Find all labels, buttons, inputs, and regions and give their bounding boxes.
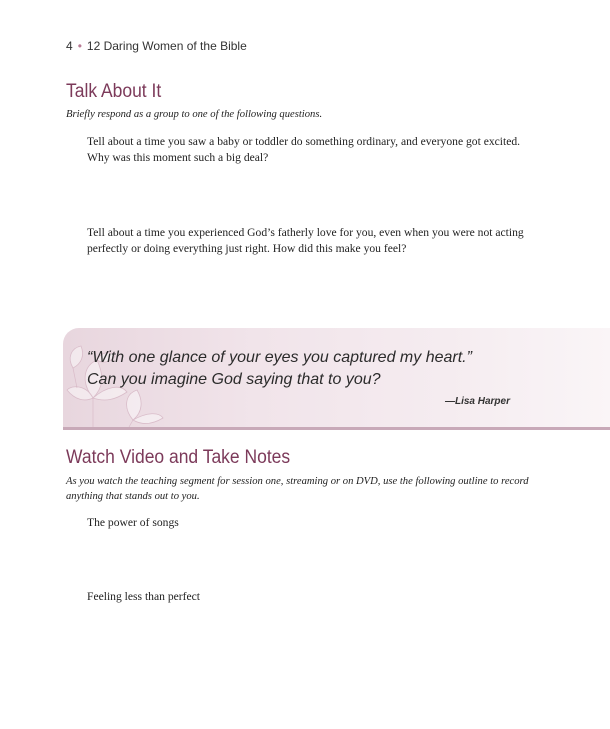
quote-text	[87, 347, 472, 391]
quote-attribution: —Lisa Harper	[444, 396, 510, 407]
watch-video-heading: Watch Video and Take Notes	[66, 447, 291, 468]
note-topic-1: The power of songs	[87, 516, 179, 529]
note-topic-2: Feeling less than perfect	[87, 590, 200, 603]
quote-line-2: Can you imagine God saying that to you?	[87, 371, 381, 388]
running-header	[66, 39, 247, 53]
question-1: Tell about a time you saw a baby or toddler do something ordinary, and everyone got excited. Why was this moment such a big deal?	[87, 135, 521, 164]
talk-about-it-instruction: Briefly respond as a group to one of the following questions.	[66, 109, 323, 120]
book-title: 12 Daring Women of the Bible	[86, 39, 247, 53]
quote-line-1: “With one glance of your eyes you captured my heart.”	[87, 349, 472, 366]
question-2: Tell about a time you experienced God’s fatherly love for you, even when you were not acting perfectly or doing everything just right. How did this make you feel?	[87, 226, 524, 255]
watch-video-instruction: As you watch the teaching segment for session one, streaming or on DVD, use the following outline to record anything that stands out to you.	[66, 476, 529, 502]
bullet-separator: •	[77, 39, 82, 53]
page-number: 4	[66, 39, 73, 53]
talk-about-it-heading: Talk About It	[66, 81, 162, 102]
pull-quote-box	[63, 328, 610, 430]
